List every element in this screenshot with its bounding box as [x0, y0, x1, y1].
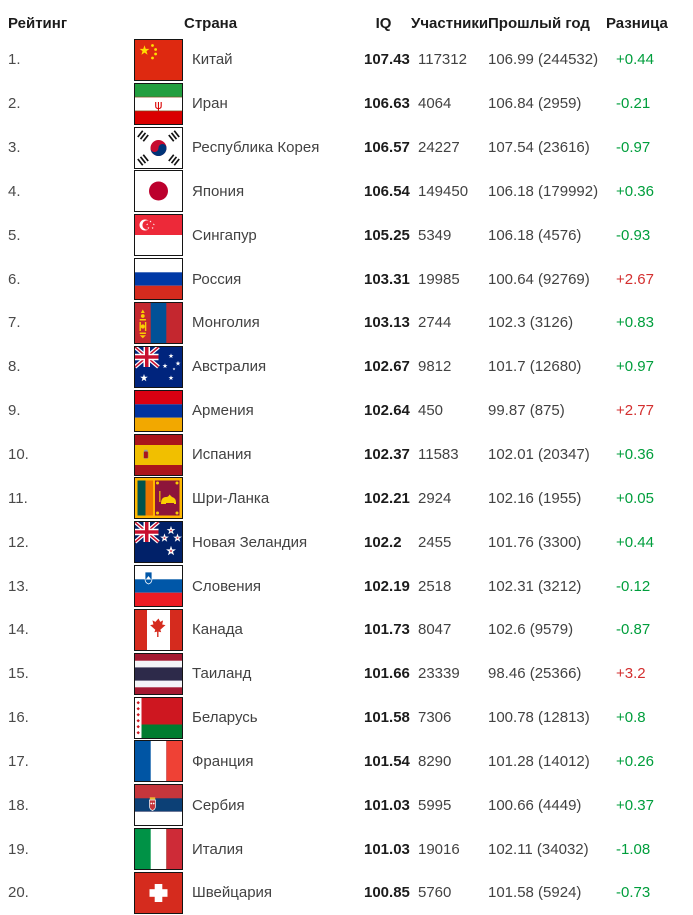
participants-value: 117312 [418, 51, 467, 69]
flag-cell [126, 170, 184, 214]
table-header [0, 0, 693, 38]
flag-cell [126, 783, 184, 827]
iq-value: 106.57 [364, 139, 410, 157]
participants-value: 4064 [418, 95, 452, 113]
table-row [0, 345, 693, 389]
table-row [0, 740, 693, 784]
flag-ir-icon [134, 83, 183, 125]
prev-year-value: 100.66 (4449) [488, 796, 582, 814]
prev-year-value: 106.18 (4576) [488, 226, 582, 244]
diff-value: +0.26 [616, 752, 654, 770]
prev-year-value: 102.6 (9579) [488, 621, 574, 639]
flag-cell [126, 257, 184, 301]
participants-value: 19016 [418, 840, 460, 858]
prev-year-value: 100.78 (12813) [488, 709, 590, 727]
iq-value: 102.19 [364, 577, 410, 595]
country-name: Италия [192, 840, 244, 858]
col-header-prev-year: Прошлый год [488, 14, 590, 32]
rank-cell: 6. [8, 270, 21, 288]
country-name: Беларусь [192, 709, 258, 727]
flag-au-icon [134, 346, 183, 388]
diff-value: +0.97 [616, 358, 654, 376]
flag-jp-icon [134, 170, 183, 212]
country-name: Сингапур [192, 226, 257, 244]
rank-cell: 11. [8, 489, 28, 507]
table-row [0, 871, 693, 915]
iq-value: 101.03 [364, 840, 410, 858]
diff-value: +0.83 [616, 314, 654, 332]
country-name: Армения [192, 402, 254, 420]
table-row [0, 170, 693, 214]
prev-year-value: 106.84 (2959) [488, 95, 582, 113]
col-header-rating: Рейтинг [8, 14, 68, 32]
col-header-participants: Участники [411, 14, 489, 32]
participants-value: 24227 [418, 139, 460, 157]
rank-cell: 12. [8, 533, 29, 551]
col-header-flag-spacer [126, 0, 184, 38]
flag-by-icon [134, 697, 183, 739]
flag-cell [126, 652, 184, 696]
iq-value: 101.54 [364, 752, 410, 770]
country-name: Япония [192, 182, 245, 200]
prev-year-value: 106.18 (179992) [488, 182, 599, 200]
table-row [0, 608, 693, 652]
rank-cell: 5. [8, 226, 21, 244]
flag-am-icon [134, 390, 183, 432]
table-row [0, 827, 693, 871]
iq-value: 102.2 [364, 533, 402, 551]
rank-cell: 14. [8, 621, 29, 639]
iq-value: 103.31 [364, 270, 410, 288]
flag-cell [126, 38, 184, 82]
diff-value: -0.93 [616, 226, 651, 244]
rank-cell: 4. [8, 182, 21, 200]
iq-value: 102.67 [364, 358, 410, 376]
rank-cell: 13. [8, 577, 29, 595]
flag-it-icon [134, 828, 183, 870]
participants-value: 5760 [418, 884, 452, 902]
flag-cn-icon [134, 39, 183, 81]
diff-value: -0.12 [616, 577, 651, 595]
iq-value: 105.25 [364, 226, 410, 244]
flag-lk-icon [134, 477, 183, 519]
table-row [0, 389, 693, 433]
country-name: Сербия [192, 796, 245, 814]
rank-cell: 10. [8, 446, 29, 464]
prev-year-value: 100.64 (92769) [488, 270, 590, 288]
flag-mn-icon [134, 302, 183, 344]
col-header-country: Страна [184, 14, 238, 32]
prev-year-value: 101.28 (14012) [488, 752, 590, 770]
prev-year-value: 102.01 (20347) [488, 446, 590, 464]
diff-value: -0.97 [616, 139, 651, 157]
participants-value: 19985 [418, 270, 460, 288]
flag-cell [126, 389, 184, 433]
rank-cell: 7. [8, 314, 21, 332]
participants-value: 2744 [418, 314, 452, 332]
flag-cell [126, 476, 184, 520]
iq-value: 103.13 [364, 314, 410, 332]
prev-year-value: 102.11 (34032) [488, 840, 589, 858]
diff-value: +0.36 [616, 446, 654, 464]
table-row [0, 433, 693, 477]
diff-value: +0.37 [616, 796, 654, 814]
rank-cell: 17. [8, 752, 29, 770]
prev-year-value: 102.31 (3212) [488, 577, 582, 595]
country-name: Монголия [192, 314, 260, 332]
diff-value: -0.73 [616, 884, 651, 902]
iq-value: 102.64 [364, 402, 410, 420]
flag-sg-icon [134, 214, 183, 256]
flag-cell [126, 827, 184, 871]
country-name: Китай [192, 51, 233, 69]
flag-rs-icon [134, 784, 183, 826]
country-name: Иран [192, 95, 228, 113]
flag-cell [126, 871, 184, 915]
diff-value: +0.05 [616, 489, 654, 507]
flag-fr-icon [134, 740, 183, 782]
diff-value: +0.8 [616, 709, 646, 727]
participants-value: 8047 [418, 621, 452, 639]
participants-value: 9812 [418, 358, 452, 376]
col-header-iq: IQ [375, 14, 392, 32]
flag-cell [126, 301, 184, 345]
iq-value: 106.63 [364, 95, 410, 113]
diff-value: +0.36 [616, 182, 654, 200]
participants-value: 5349 [418, 226, 452, 244]
flag-cell [126, 82, 184, 126]
flag-cell [126, 608, 184, 652]
iq-value: 107.43 [364, 51, 410, 69]
prev-year-value: 107.54 (23616) [488, 139, 590, 157]
diff-value: +3.2 [616, 665, 646, 683]
table-row [0, 520, 693, 564]
participants-value: 7306 [418, 709, 452, 727]
prev-year-value: 101.76 (3300) [488, 533, 582, 551]
diff-value: -0.21 [616, 95, 651, 113]
flag-ch-icon [134, 872, 183, 914]
country-name: Республика Корея [192, 139, 320, 157]
iq-value: 101.03 [364, 796, 410, 814]
participants-value: 2518 [418, 577, 452, 595]
flag-cell [126, 433, 184, 477]
participants-value: 8290 [418, 752, 452, 770]
iq-value: 106.54 [364, 182, 410, 200]
flag-cell [126, 696, 184, 740]
table-row [0, 213, 693, 257]
diff-value: +2.67 [616, 270, 654, 288]
country-name: Новая Зеландия [192, 533, 308, 551]
flag-cell [126, 345, 184, 389]
iq-value: 101.66 [364, 665, 410, 683]
diff-value: +2.77 [616, 402, 654, 420]
rank-cell: 18. [8, 796, 29, 814]
table-row [0, 82, 693, 126]
prev-year-value: 99.87 (875) [488, 402, 565, 420]
flag-cell [126, 740, 184, 784]
country-name: Австралия [192, 358, 267, 376]
country-name: Таиланд [192, 665, 252, 683]
table-row [0, 301, 693, 345]
prev-year-value: 102.3 (3126) [488, 314, 574, 332]
rank-cell: 16. [8, 709, 29, 727]
diff-value: -0.87 [616, 621, 651, 639]
table-body [0, 38, 693, 915]
table-row [0, 696, 693, 740]
diff-value: -1.08 [616, 840, 651, 858]
table-row [0, 126, 693, 170]
flag-si-icon [134, 565, 183, 607]
iq-value: 101.73 [364, 621, 410, 639]
flag-cell [126, 126, 184, 170]
diff-value: +0.44 [616, 51, 654, 69]
iq-value: 100.85 [364, 884, 410, 902]
country-name: Словения [192, 577, 262, 595]
participants-value: 149450 [418, 182, 469, 200]
rank-cell: 9. [8, 402, 21, 420]
rank-cell: 19. [8, 840, 29, 858]
prev-year-value: 102.16 (1955) [488, 489, 582, 507]
flag-ru-icon [134, 258, 183, 300]
iq-value: 102.21 [364, 489, 410, 507]
flag-kr-icon [134, 127, 183, 169]
country-name: Россия [192, 270, 242, 288]
table-row [0, 476, 693, 520]
flag-cell [126, 520, 184, 564]
country-name: Шри-Ланка [192, 489, 270, 507]
country-name: Испания [192, 446, 252, 464]
flag-nz-icon [134, 521, 183, 563]
rank-cell: 8. [8, 358, 21, 376]
svg-text:ψ: ψ [154, 97, 163, 112]
flag-ca-icon [134, 609, 183, 651]
table-row [0, 652, 693, 696]
participants-value: 2455 [418, 533, 452, 551]
prev-year-value: 106.99 (244532) [488, 51, 599, 69]
iq-value: 102.37 [364, 446, 410, 464]
country-name: Канада [192, 621, 243, 639]
flag-cell [126, 564, 184, 608]
prev-year-value: 98.46 (25366) [488, 665, 582, 683]
flag-th-icon [134, 653, 183, 695]
table-row [0, 38, 693, 82]
table-row [0, 257, 693, 301]
col-header-diff: Разница [606, 14, 668, 32]
iq-value: 101.58 [364, 709, 410, 727]
country-name: Швейцария [192, 884, 273, 902]
flag-cell [126, 213, 184, 257]
rank-cell: 15. [8, 665, 29, 683]
participants-value: 2924 [418, 489, 452, 507]
country-name: Франция [192, 752, 254, 770]
rank-cell: 1. [8, 51, 21, 69]
table-row [0, 783, 693, 827]
header-row [0, 0, 693, 38]
prev-year-value: 101.58 (5924) [488, 884, 582, 902]
flag-es-icon [134, 434, 183, 476]
table-row [0, 564, 693, 608]
participants-value: 450 [418, 402, 444, 420]
diff-value: +0.44 [616, 533, 654, 551]
rank-cell: 2. [8, 95, 21, 113]
participants-value: 5995 [418, 796, 452, 814]
participants-value: 11583 [418, 446, 459, 464]
participants-value: 23339 [418, 665, 460, 683]
rank-cell: 20. [8, 884, 29, 902]
rank-cell: 3. [8, 139, 21, 157]
prev-year-value: 101.7 (12680) [488, 358, 582, 376]
